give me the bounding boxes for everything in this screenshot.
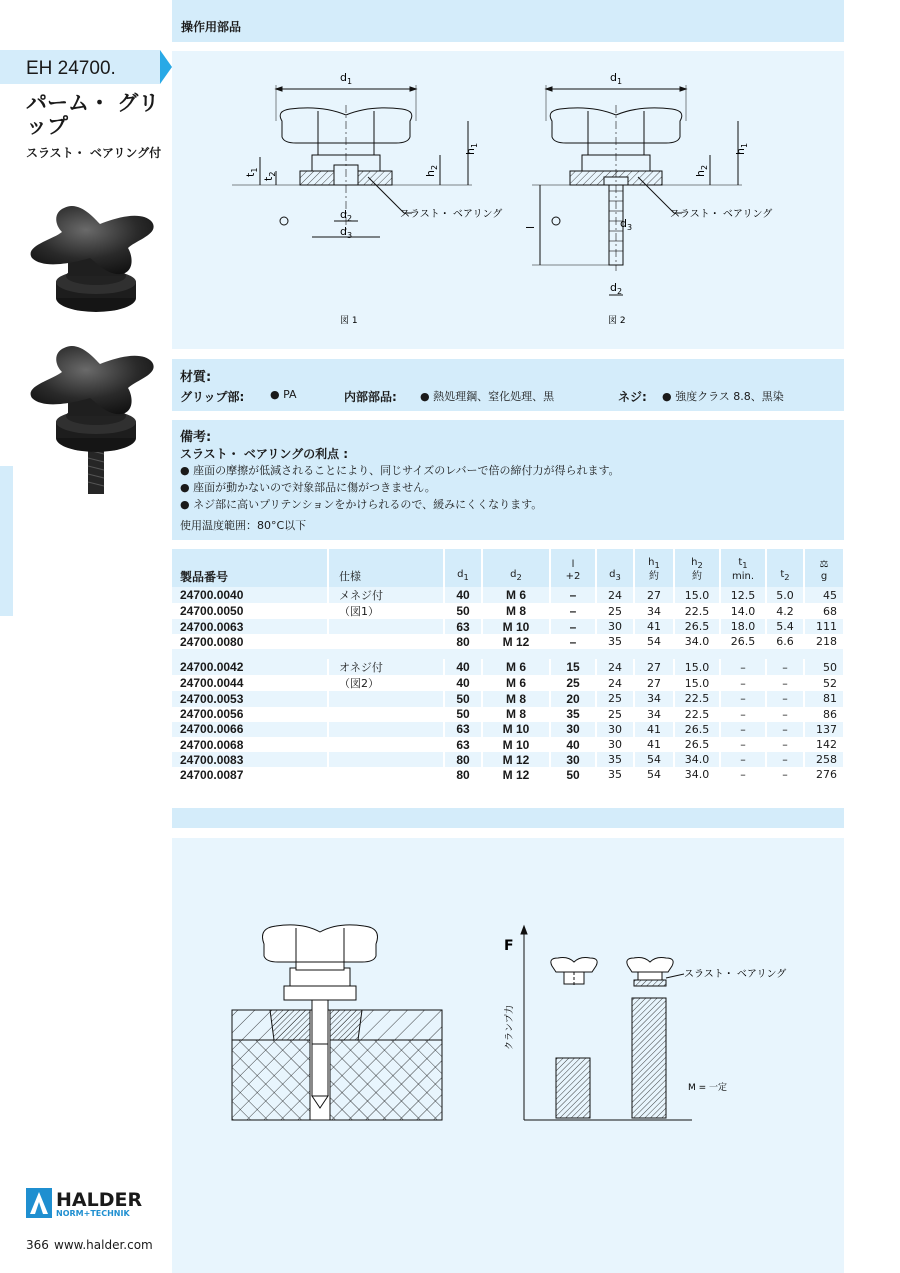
- svg-text:h1: $h_1$: [734, 142, 749, 155]
- cell-h1: 34: [634, 707, 674, 722]
- cell-h2: 15.0: [674, 659, 720, 675]
- cell-t2: –: [766, 675, 804, 691]
- table-header-row: [172, 549, 844, 587]
- figure-2-drawing: [532, 85, 742, 295]
- col-t2: $t_2$: [766, 549, 804, 587]
- cell-d3: 24: [596, 587, 634, 603]
- cell-h2: 34.0: [674, 752, 720, 767]
- brand-name: HALDER: [56, 1189, 143, 1211]
- notes-heading: 備考:: [180, 430, 212, 445]
- cell-d1: 63: [444, 737, 482, 752]
- table-row: [172, 722, 844, 737]
- bearing-label-fig2: スラスト・ ベアリング: [670, 209, 773, 220]
- bearing-label-chart: スラスト・ ベアリング: [684, 969, 787, 980]
- cell-variant: [328, 691, 444, 706]
- cell-variant: [328, 752, 444, 767]
- cell-d2: M 10: [482, 737, 550, 752]
- table-row: [172, 767, 844, 782]
- grip-material-label: グリップ部:: [180, 390, 245, 404]
- screw-material-value: ● 強度クラス 8.8、黒染: [662, 390, 784, 403]
- category-title: 操作用部品: [181, 20, 242, 34]
- cell-variant: [328, 634, 444, 649]
- cell-h1: 34: [634, 603, 674, 619]
- notes-subheading: スラスト・ ベアリングの利点 :: [180, 447, 349, 461]
- cell-l: 40: [550, 737, 596, 752]
- cell-part-number: 24700.0053: [172, 691, 328, 706]
- cell-d2: M 10: [482, 619, 550, 634]
- cell-d3: 25: [596, 691, 634, 706]
- cell-l: –: [550, 619, 596, 634]
- cell-variant: メネジ付: [328, 587, 444, 603]
- svg-text:h2: $h_2$: [694, 164, 709, 177]
- cell-d2: M 12: [482, 752, 550, 767]
- cell-t2: –: [766, 707, 804, 722]
- cell-t2: 4.2: [766, 603, 804, 619]
- col-weight: ⚖ g: [804, 549, 844, 587]
- cell-weight: 45: [804, 587, 844, 603]
- website-url: www.halder.com: [54, 1238, 153, 1252]
- cell-l: 35: [550, 707, 596, 722]
- cell-d3: 24: [596, 675, 634, 691]
- cell-weight: 52: [804, 675, 844, 691]
- cell-d2: M 12: [482, 767, 550, 782]
- cell-t2: –: [766, 767, 804, 782]
- cell-l: 50: [550, 767, 596, 782]
- cell-t1: –: [720, 737, 766, 752]
- cell-h1: 41: [634, 737, 674, 752]
- cell-part-number: 24700.0040: [172, 587, 328, 603]
- cell-part-number: 24700.0050: [172, 603, 328, 619]
- cell-weight: 111: [804, 619, 844, 634]
- cell-weight: 142: [804, 737, 844, 752]
- product-photo-internal: [24, 200, 164, 320]
- cell-part-number: 24700.0087: [172, 767, 328, 782]
- cell-d3: 30: [596, 737, 634, 752]
- cell-h2: 15.0: [674, 675, 720, 691]
- cell-t2: –: [766, 752, 804, 767]
- cell-variant: [328, 722, 444, 737]
- assembly-drawing: [232, 925, 442, 1120]
- cell-t2: 6.6: [766, 634, 804, 649]
- table-row: [172, 619, 844, 634]
- cell-part-number: 24700.0063: [172, 619, 328, 634]
- cell-l: 25: [550, 675, 596, 691]
- halder-logo: [26, 1188, 158, 1218]
- cell-t2: –: [766, 722, 804, 737]
- material-heading: 材質:: [180, 370, 212, 385]
- label-d2: $d_2$: [340, 208, 353, 223]
- svg-text:d2: $d_2$: [610, 281, 623, 296]
- page-number: 366: [26, 1238, 49, 1252]
- cell-d2: M 6: [482, 659, 550, 675]
- cell-d1: 40: [444, 675, 482, 691]
- cell-weight: 86: [804, 707, 844, 722]
- cell-weight: 218: [804, 634, 844, 649]
- cell-part-number: 24700.0044: [172, 675, 328, 691]
- label-d3: $d_3$: [340, 225, 353, 240]
- cell-d2: M 8: [482, 691, 550, 706]
- cell-d2: M 8: [482, 603, 550, 619]
- col-d3: $d_3$: [596, 549, 634, 587]
- cell-part-number: 24700.0068: [172, 737, 328, 752]
- temperature-range: 使用温度範囲：80°C以下: [180, 519, 307, 532]
- col-part-number: 製品番号: [172, 549, 328, 587]
- cell-t2: –: [766, 659, 804, 675]
- note-bullet: ● ネジ部に高いプリテンションをかけられるので、緩みにくくなります。: [180, 498, 543, 511]
- cell-h2: 22.5: [674, 603, 720, 619]
- table-row: [172, 737, 844, 752]
- cell-t1: –: [720, 767, 766, 782]
- cell-t1: –: [720, 752, 766, 767]
- cell-h2: 26.5: [674, 722, 720, 737]
- cell-t1: –: [720, 675, 766, 691]
- cell-t1: 12.5: [720, 587, 766, 603]
- cell-variant: （図2）: [328, 675, 444, 691]
- label-h2: $h_2$: [424, 164, 439, 177]
- small-knob-without-bearing: [551, 958, 597, 987]
- cell-part-number: 24700.0083: [172, 752, 328, 767]
- force-bars: [556, 998, 666, 1118]
- cell-d3: 35: [596, 767, 634, 782]
- grip-material-value: ● PA: [270, 388, 297, 401]
- label-t2: $t_2$: [262, 171, 277, 181]
- material-panel: [172, 359, 844, 411]
- cell-t1: –: [720, 691, 766, 706]
- cell-l: 30: [550, 722, 596, 737]
- cell-d2: M 12: [482, 634, 550, 649]
- screw-material-label: ネジ:: [618, 390, 647, 404]
- cell-l: –: [550, 587, 596, 603]
- table-row: [172, 752, 844, 767]
- cell-l: 20: [550, 691, 596, 706]
- cell-d3: 30: [596, 722, 634, 737]
- cell-h2: 22.5: [674, 707, 720, 722]
- blank-band: [172, 808, 844, 828]
- cell-t1: –: [720, 659, 766, 675]
- cell-t1: 26.5: [720, 634, 766, 649]
- cell-weight: 50: [804, 659, 844, 675]
- cell-l: –: [550, 634, 596, 649]
- note-bullet: ● 座面の摩擦が低減されることにより、同じサイズのレバーで倍の締付力が得られます。: [180, 464, 620, 477]
- cell-l: 30: [550, 752, 596, 767]
- cell-t2: 5.4: [766, 619, 804, 634]
- cell-variant: （図1）: [328, 603, 444, 619]
- figure-2-caption: 図 2: [608, 316, 626, 326]
- product-title: パーム・ グリップ: [26, 91, 160, 138]
- cell-l: 15: [550, 659, 596, 675]
- table-row: [172, 691, 844, 706]
- cell-d2: M 6: [482, 587, 550, 603]
- table-row: [172, 587, 844, 603]
- notes-panel: [172, 420, 844, 540]
- cell-d3: 35: [596, 752, 634, 767]
- cell-part-number: 24700.0042: [172, 659, 328, 675]
- svg-text:d3: $d_3$: [620, 217, 633, 232]
- product-subtitle: スラスト・ ベアリング付: [26, 146, 162, 160]
- col-l: l +2: [550, 549, 596, 587]
- cell-h1: 27: [634, 659, 674, 675]
- col-variant: 仕様: [328, 549, 444, 587]
- brand-subname: NORM+TECHNIK: [56, 1209, 130, 1218]
- cell-variant: [328, 767, 444, 782]
- cell-h1: 41: [634, 619, 674, 634]
- force-bar: [556, 1058, 590, 1118]
- technical-drawing-panel: [172, 51, 844, 349]
- cell-h1: 41: [634, 722, 674, 737]
- cell-t2: –: [766, 691, 804, 706]
- figure-1-caption: 図 1: [340, 316, 358, 326]
- cell-part-number: 24700.0066: [172, 722, 328, 737]
- bearing-label-fig1: スラスト・ ベアリング: [400, 209, 503, 220]
- cell-d1: 40: [444, 587, 482, 603]
- cell-d3: 30: [596, 619, 634, 634]
- cell-h1: 54: [634, 634, 674, 649]
- cell-weight: 81: [804, 691, 844, 706]
- product-code: EH 24700.: [26, 58, 116, 79]
- cell-h1: 54: [634, 767, 674, 782]
- side-accent-bar: [0, 466, 13, 616]
- cell-d3: 25: [596, 707, 634, 722]
- cell-h2: 26.5: [674, 619, 720, 634]
- cell-d1: 50: [444, 603, 482, 619]
- table-row: [172, 659, 844, 675]
- label-t1: $t_1$: [244, 167, 259, 177]
- cell-t1: –: [720, 722, 766, 737]
- col-d2: $d_2$: [482, 549, 550, 587]
- cell-variant: オネジ付: [328, 659, 444, 675]
- cell-h2: 22.5: [674, 691, 720, 706]
- cell-d1: 50: [444, 691, 482, 706]
- cell-t2: –: [766, 737, 804, 752]
- spec-table: [172, 549, 845, 783]
- cell-weight: 258: [804, 752, 844, 767]
- inner-material-label: 内部部品:: [344, 390, 397, 404]
- cell-part-number: 24700.0056: [172, 707, 328, 722]
- table-row: [172, 634, 844, 649]
- cell-weight: 276: [804, 767, 844, 782]
- cell-h1: 54: [634, 752, 674, 767]
- cell-d1: 63: [444, 722, 482, 737]
- small-knob-with-bearing: [627, 958, 684, 987]
- cell-weight: 68: [804, 603, 844, 619]
- cell-d3: 35: [596, 634, 634, 649]
- cell-h2: 34.0: [674, 634, 720, 649]
- cell-d3: 24: [596, 659, 634, 675]
- cell-variant: [328, 707, 444, 722]
- cell-h2: 26.5: [674, 737, 720, 752]
- cell-h2: 34.0: [674, 767, 720, 782]
- force-axis-label: F: [504, 938, 514, 954]
- cell-t1: 14.0: [720, 603, 766, 619]
- weight-icon: ⚖: [819, 559, 829, 570]
- cell-weight: 137: [804, 722, 844, 737]
- col-h1: $h_1$ 約: [634, 549, 674, 587]
- cell-d1: 40: [444, 659, 482, 675]
- label-d1: $d_1$: [340, 71, 353, 86]
- cell-variant: [328, 737, 444, 752]
- col-d1: $d_1$: [444, 549, 482, 587]
- svg-text:d1: $d_1$: [610, 71, 623, 86]
- table-row: [172, 603, 844, 619]
- cell-l: –: [550, 603, 596, 619]
- product-photo-external: [24, 342, 164, 498]
- table-row: [172, 707, 844, 722]
- cell-variant: [328, 619, 444, 634]
- cell-t1: 18.0: [720, 619, 766, 634]
- force-bar: [632, 998, 666, 1118]
- cell-d1: 80: [444, 767, 482, 782]
- inner-material-value: ● 熱処理鋼、窒化処理、黒: [420, 390, 555, 403]
- cell-d2: M 6: [482, 675, 550, 691]
- cell-d1: 63: [444, 619, 482, 634]
- table-group-external-thread: [172, 659, 844, 782]
- note-bullet: ● 座面が動かないので対象部品に傷がつきません。: [180, 481, 436, 494]
- cell-d1: 50: [444, 707, 482, 722]
- col-t1: $t_1$ min.: [720, 549, 766, 587]
- cell-d1: 80: [444, 752, 482, 767]
- header-bar: [172, 0, 844, 42]
- table-row: [172, 675, 844, 691]
- constant-torque-note: M = 一定: [688, 1083, 728, 1093]
- label-h1: $h_1$: [464, 142, 479, 155]
- cell-h1: 34: [634, 691, 674, 706]
- cell-part-number: 24700.0080: [172, 634, 328, 649]
- cell-t1: –: [720, 707, 766, 722]
- application-illustration: [172, 838, 844, 1273]
- cell-d2: M 10: [482, 722, 550, 737]
- col-h2: $h_2$ 約: [674, 549, 720, 587]
- cell-d3: 25: [596, 603, 634, 619]
- cell-t2: 5.0: [766, 587, 804, 603]
- table-group-internal-thread: [172, 587, 844, 649]
- technical-drawings: [172, 51, 844, 349]
- cell-d1: 80: [444, 634, 482, 649]
- cell-h1: 27: [634, 675, 674, 691]
- cell-h2: 15.0: [674, 587, 720, 603]
- cell-h1: 27: [634, 587, 674, 603]
- halder-logo-icon: [26, 1188, 158, 1218]
- cell-d2: M 8: [482, 707, 550, 722]
- clamp-force-label: クランプ力: [505, 1004, 515, 1050]
- svg-text:l: l: [524, 225, 537, 229]
- application-illustration-panel: [172, 838, 844, 1273]
- tab-arrow-icon: [160, 50, 172, 84]
